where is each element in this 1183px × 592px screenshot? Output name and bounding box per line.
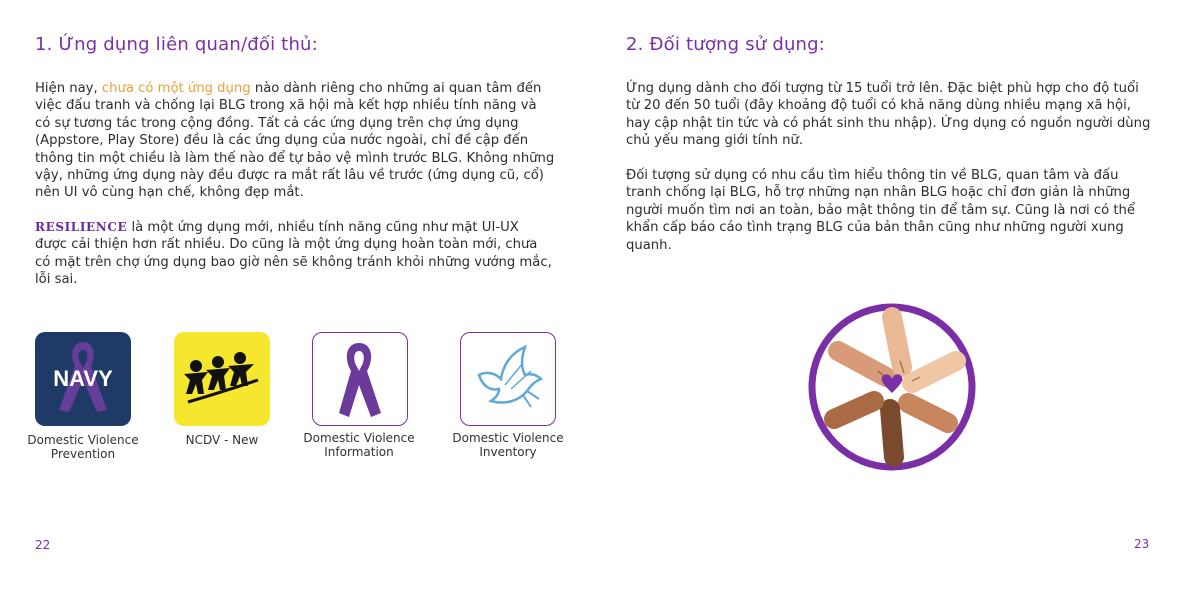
page-number: 22 <box>35 538 51 552</box>
para-rest: là một ứng dụng mới, nhiều tính năng cũng như mặt UI-UX được cải thiện hơn rất nhiều. Do cũng là một ứng dụng hoàn toàn mới, chưa có mặt trên chợ ứng dụng bao giờ nên sẽ không tránh khỏi những vướng mắc, lỗi sai. <box>35 220 552 288</box>
para-prefix: Hiện nay, <box>35 81 102 96</box>
user-needs-paragraph: Đối tượng sử dụng có nhu cầu tìm hiểu thông tin về BLG, quan tâm và đấu tranh chống lại BLG, hỗ trợ những nạn nhân BLG hoặc chỉ đơn giản là những người muốn tìm nơi an toàn, bảo mật thông tin để tâm sự. Cũng là nơi có thể khẩn cấp báo cáo tình trạng BLG của bản thân cũng như những người xung quanh. <box>626 168 1136 253</box>
app-icon-ncdv <box>174 332 270 426</box>
app-label: Domestic Violence Information <box>303 431 415 459</box>
target-users-paragraph: Ứng dụng dành cho đối tượng từ 15 tuổi trở lên. Đặc biệt phù hợp cho độ tuổi từ 20 đến 50 tuổi (đây khoảng độ tuổi có khả năng dùng nhiều mạng xã hội, hay cập nhật tin tức và có phát sinh thu nhập). Ứng dụng có nguồn người dùng chủ yếu mang giới tính nữ. <box>626 81 1151 149</box>
right-page <box>591 0 1183 592</box>
joined-hands-heart-icon <box>808 303 976 471</box>
app-label: Domestic Violence Prevention <box>27 433 139 461</box>
para-rest: nào dành riêng cho những ai quan tâm đến việc đấu tranh và chống lại BLG trong xã hội mà kết hợp nhiều tính năng và có sự tương tác trong cộng đồng. Tất cả các ứng dụng trên chợ ứng dụng (Appstore, Play Store) đều là các ứng dụng của nước ngoài, chỉ đề cập đến thông tin một chiều là làm thế nào để tự bảo vệ mình trước BLG. Không những vậy, những ứng dụng này đều được ra mắt rất lâu về trước (ứng dụng cũ, cổ) nên UI vô cùng hạn chế, không đẹp mắt. <box>35 81 555 201</box>
section-heading-competitors: 1. Ứng dụng liên quan/đối thủ: <box>35 34 318 55</box>
navy-ribbon-icon <box>35 332 131 426</box>
dove-icon <box>461 333 554 424</box>
app-label: Domestic Violence Inventory <box>452 431 564 459</box>
app-icon-dv-prevention <box>35 332 131 426</box>
left-page <box>0 0 591 592</box>
resilience-paragraph <box>35 219 555 289</box>
navy-text: NAVY <box>53 366 113 391</box>
app-icon-dv-information <box>312 332 408 426</box>
highlight-text: chưa có một ứng dụng <box>101 81 251 96</box>
brand-name: RESILIENCE <box>35 220 128 234</box>
intro-paragraph <box>35 80 555 202</box>
section-heading-users: 2. Đối tượng sử dụng: <box>626 34 826 55</box>
purple-ribbon-icon <box>313 333 406 424</box>
page-number: 23 <box>1134 537 1150 551</box>
app-label: NCDV - New <box>185 433 259 447</box>
app-icon-dv-inventory <box>460 332 556 426</box>
ncdv-people-icon <box>174 332 270 426</box>
